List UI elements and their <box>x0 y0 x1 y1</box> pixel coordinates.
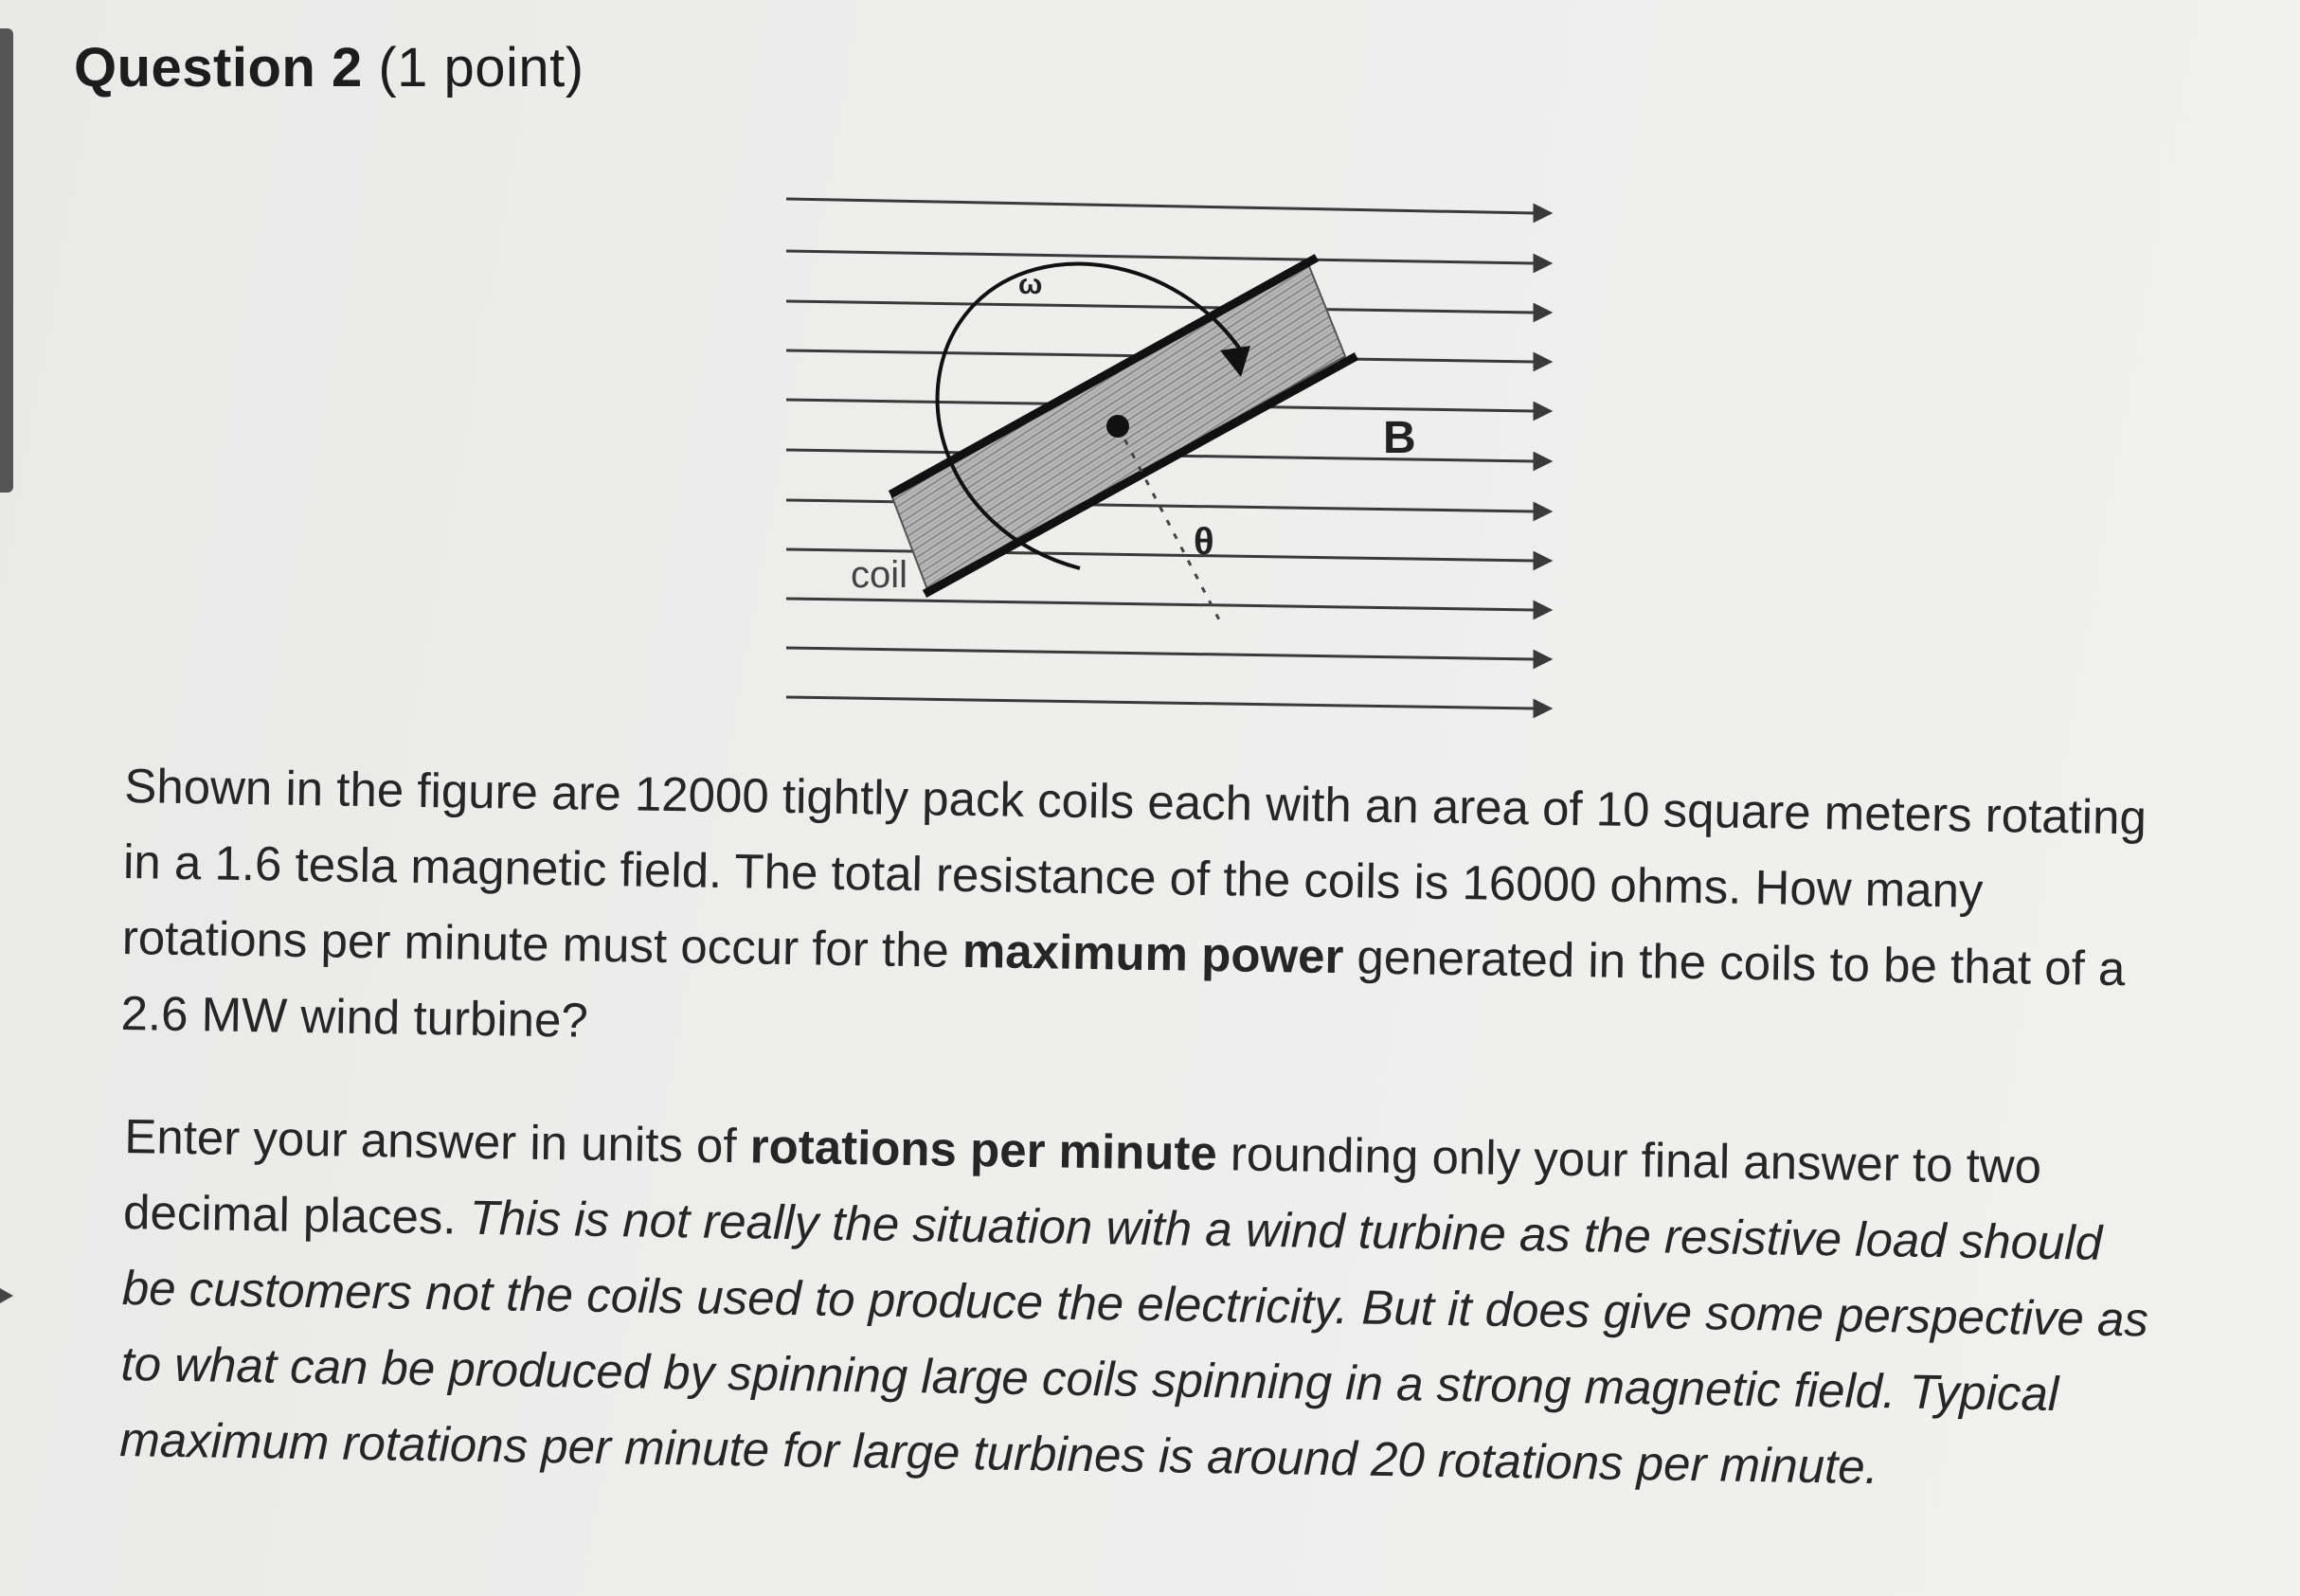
angle-label: θ <box>1194 521 1214 563</box>
prompt-bold-max-power: maximum power <box>961 923 1344 984</box>
left-edge-bar <box>0 28 13 493</box>
answer-instructions <box>119 1099 2171 1510</box>
question-points: (1 point) <box>378 37 584 99</box>
instructions-italic-note: This is not really the situation with a wind turbine as the resistive load should be customers not the coils used to produce the electricity. But it does give some perspective as to what can be produced by spinning large coils spinning in a strong magnetic field. Typical maximum rotations per minute for large turbines is around 20 rotations per minute. <box>118 1190 2149 1495</box>
prompt-text-1: Shown in the figure are 12000 tightly pack coils each with an area of 10 square meters rotating in a 1.6 tesla magnetic field. The total resistance of the coils is 16000 ohms. How many rotations per minute must occur for the <box>121 758 2147 977</box>
question-title <box>74 36 584 99</box>
instructions-text-1: Enter your answer in units of <box>123 1108 751 1174</box>
question-number: Question 2 <box>74 37 363 99</box>
instructions-text-2: rounding only your final answer to two decimal places. <box>122 1126 2042 1245</box>
instructions-bold-units: rotations per minute <box>749 1119 1218 1181</box>
rotation-axis-dot <box>1106 415 1129 438</box>
left-edge-marker <box>0 1288 13 1303</box>
coil-label: coil <box>851 554 908 596</box>
question-card <box>38 19 2273 1572</box>
coil-field-figure <box>758 170 1572 739</box>
omega-label: ω <box>1018 269 1043 300</box>
prompt-text-2: generated in the coils to be that of a 2.6 MW wind turbine? <box>120 929 2126 1048</box>
field-label: B <box>1383 413 1416 463</box>
question-prompt <box>120 748 2171 1084</box>
